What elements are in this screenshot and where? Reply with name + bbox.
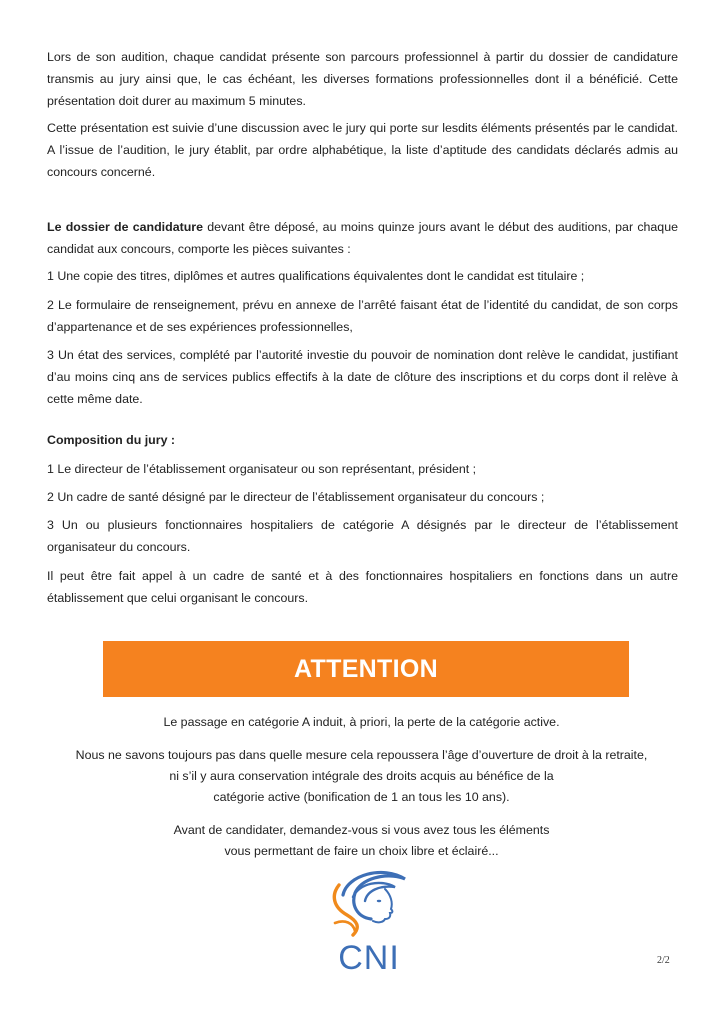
dossier-heading: Le dossier de candidature (47, 220, 203, 234)
logo-face-profile (373, 889, 392, 922)
dossier-item-3: 3 Un état des services, complété par l’autorité investie du pouvoir de nomination dont relève le candidat, justifiant d’au moins cinq ans de services publics effectifs à la date de clôture des inscriptions et du corps dont il relève à cette même date. (47, 348, 678, 406)
jury-heading-text: Composition du jury : (47, 433, 176, 447)
dossier-item-2: 2 Le formulaire de renseignement, prévu en annexe de l’arrêté faisant état de l’identité du candidat, de son corps d’appartenance et de ses expériences professionnelles, (47, 298, 678, 334)
attention-line-2a: Nous ne savons toujours pas dans quelle mesure cela repoussera l’âge d’ouverture de droit à la retraite, (75, 748, 648, 762)
jury-note: Il peut être fait appel à un cadre de santé et à des fonctionnaires hospitaliers en fonctions dans un autre établissement que celui organisant le concours. (47, 569, 678, 605)
jury-item-1: 1 Le directeur de l’établissement organisateur ou son représentant, président ; (47, 462, 477, 476)
attention-line-3a: Avant de candidater, demandez-vous si vous avez tous les éléments (173, 823, 550, 837)
logo-eye (377, 900, 381, 902)
attention-title: ATTENTION (294, 654, 438, 683)
jury-item-2: 2 Un cadre de santé désigné par le directeur de l’établissement organisateur du concours ; (47, 490, 545, 504)
logo-ribbon-tail (335, 921, 355, 931)
jury-heading (47, 429, 678, 451)
attention-line-3b: vous permettant de faire un choix libre et éclairé... (224, 844, 499, 858)
dossier-item-1: 1 Une copie des titres, diplômes et autres qualifications équivalentes dont le candidat est titulaire ; (47, 269, 585, 283)
paragraph-discussion: Cette présentation est suivie d’une discussion avec le jury qui porte sur lesdits éléments présentés par le candidat. A l’issue de l’audition, le jury établit, par ordre alphabétique, la liste d’aptitude des candidats déclarés admis au concours concerné. (47, 121, 678, 179)
jury-item-3: 3 Un ou plusieurs fonctionnaires hospitaliers de catégorie A désignés par le directeur de l’établissement organisateur du concours. (47, 518, 678, 554)
paragraph-audition: Lors de son audition, chaque candidat présente son parcours professionnel à partir du dossier de candidature transmis au jury ainsi que, le cas échéant, les diverses formations professionnelles dont il a bénéficié. Cette présentation doit durer au maximum 5 minutes. (47, 50, 678, 108)
dossier-intro: devant être déposé, au moins quinze jours avant le début des auditions, par chaque candidat aux concours, comporte les pièces suivantes : (47, 220, 678, 256)
attention-banner (103, 641, 629, 697)
attention-line-2c: catégorie active (bonification de 1 an tous les 10 ans). (213, 790, 510, 804)
page-number: 2/2 (657, 955, 670, 966)
paragraph-dossier (47, 216, 678, 260)
attention-line-2b: ni s’il y aura conservation intégrale des droits acquis au bénéfice de la (169, 769, 554, 783)
logo-text: CNI (338, 939, 400, 977)
cni-logo (313, 865, 425, 977)
attention-line-1: Le passage en catégorie A induit, à priori, la perte de la catégorie active. (163, 715, 560, 729)
